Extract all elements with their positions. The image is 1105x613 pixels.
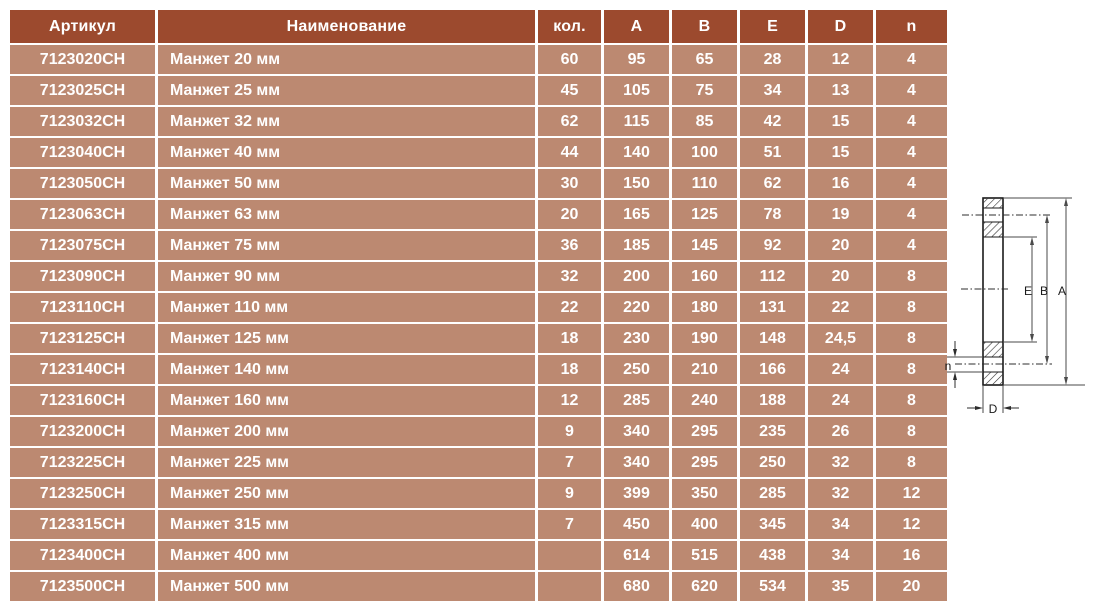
cell-e: 62 [740,169,805,198]
table-body [10,45,947,601]
cell-a: 185 [604,231,669,260]
column-header-d: D [808,10,873,43]
column-header-e: E [740,10,805,43]
cell-b: 160 [672,262,737,291]
cell-b: 75 [672,76,737,105]
cell-a: 250 [604,355,669,384]
cell-b: 110 [672,169,737,198]
table-row [10,355,947,384]
flange-cross-section-diagram [935,180,1105,425]
cell-name: Манжет 90 мм [158,262,535,291]
cell-b: 295 [672,417,737,446]
cell-e: 92 [740,231,805,260]
cell-e: 78 [740,200,805,229]
cell-e: 148 [740,324,805,353]
cell-n: 8 [876,417,947,446]
cell-article: 7123063CH [10,200,155,229]
cell-d: 16 [808,169,873,198]
cell-article: 7123315CH [10,510,155,539]
cell-d: 26 [808,417,873,446]
cell-article: 7123075CH [10,231,155,260]
cell-d: 19 [808,200,873,229]
table-row [10,107,947,136]
cell-n: 12 [876,510,947,539]
cell-name: Манжет 160 мм [158,386,535,415]
column-header-a: A [604,10,669,43]
cell-a: 285 [604,386,669,415]
cell-name: Манжет 25 мм [158,76,535,105]
cell-e: 166 [740,355,805,384]
cell-d: 34 [808,541,873,570]
cell-qty: 36 [538,231,601,260]
cell-n: 8 [876,293,947,322]
cell-e: 534 [740,572,805,601]
cell-qty: 44 [538,138,601,167]
table-row [10,510,947,539]
cell-d: 15 [808,107,873,136]
cell-qty: 30 [538,169,601,198]
cell-d: 34 [808,510,873,539]
cell-article: 7123500CH [10,572,155,601]
cell-article: 7123032CH [10,107,155,136]
column-header-name: Наименование [158,10,535,43]
cell-d: 22 [808,293,873,322]
cell-b: 240 [672,386,737,415]
table-row [10,231,947,260]
cell-name: Манжет 40 мм [158,138,535,167]
cell-name: Манжет 225 мм [158,448,535,477]
cell-d: 24 [808,386,873,415]
cell-article: 7123090CH [10,262,155,291]
cell-a: 150 [604,169,669,198]
cell-name: Манжет 50 мм [158,169,535,198]
cell-b: 85 [672,107,737,136]
cell-qty: 12 [538,386,601,415]
cell-b: 400 [672,510,737,539]
column-header-qty: кол. [538,10,601,43]
cell-e: 42 [740,107,805,136]
table-row [10,448,947,477]
table-row [10,262,947,291]
cell-b: 100 [672,138,737,167]
cell-name: Манжет 500 мм [158,572,535,601]
cell-n: 12 [876,479,947,508]
cell-a: 200 [604,262,669,291]
cell-n: 8 [876,355,947,384]
table-row [10,386,947,415]
table-row [10,572,947,601]
cell-n: 16 [876,541,947,570]
cell-e: 131 [740,293,805,322]
cell-n: 4 [876,45,947,74]
dimension-a-label: A [1057,284,1067,298]
cell-n: 8 [876,448,947,477]
cell-d: 20 [808,262,873,291]
cell-d: 13 [808,76,873,105]
table-row [10,200,947,229]
table-row [10,324,947,353]
cell-a: 340 [604,417,669,446]
cell-qty [538,572,601,601]
cell-e: 188 [740,386,805,415]
cell-d: 24,5 [808,324,873,353]
cell-b: 350 [672,479,737,508]
cell-b: 65 [672,45,737,74]
cell-d: 12 [808,45,873,74]
cell-d: 15 [808,138,873,167]
cell-qty: 7 [538,448,601,477]
cell-a: 230 [604,324,669,353]
cell-article: 7123160CH [10,386,155,415]
cell-n: 20 [876,572,947,601]
cell-e: 438 [740,541,805,570]
cell-d: 20 [808,231,873,260]
cell-a: 165 [604,200,669,229]
cell-qty: 7 [538,510,601,539]
cell-b: 190 [672,324,737,353]
cell-name: Манжет 110 мм [158,293,535,322]
cell-qty: 18 [538,324,601,353]
cell-a: 680 [604,572,669,601]
cell-a: 450 [604,510,669,539]
cell-name: Манжет 125 мм [158,324,535,353]
cell-n: 4 [876,169,947,198]
cell-a: 105 [604,76,669,105]
cell-d: 24 [808,355,873,384]
hatch-top-outer [984,199,1002,208]
cell-qty: 45 [538,76,601,105]
cell-article: 7123250CH [10,479,155,508]
cell-article: 7123025CH [10,76,155,105]
cell-n: 8 [876,262,947,291]
hatch-bottom-inner [984,342,1002,357]
dimension-d-label: D [988,402,998,416]
cell-qty: 60 [538,45,601,74]
cell-n: 8 [876,324,947,353]
cell-e: 112 [740,262,805,291]
cell-e: 345 [740,510,805,539]
cell-a: 340 [604,448,669,477]
cell-article: 7123125CH [10,324,155,353]
cell-a: 115 [604,107,669,136]
cell-e: 250 [740,448,805,477]
cell-article: 7123140CH [10,355,155,384]
cell-b: 295 [672,448,737,477]
cell-name: Манжет 75 мм [158,231,535,260]
cell-a: 220 [604,293,669,322]
product-spec-table [7,8,950,603]
cell-article: 7123225CH [10,448,155,477]
cell-name: Манжет 200 мм [158,417,535,446]
cell-n: 4 [876,231,947,260]
cell-article: 7123110CH [10,293,155,322]
cell-article: 7123400CH [10,541,155,570]
table-row [10,417,947,446]
cell-e: 51 [740,138,805,167]
cell-e: 28 [740,45,805,74]
flange-plate [983,198,1003,385]
cell-n: 4 [876,76,947,105]
cell-a: 95 [604,45,669,74]
cell-a: 140 [604,138,669,167]
cell-qty: 9 [538,417,601,446]
cell-article: 7123200CH [10,417,155,446]
table-row [10,76,947,105]
table-row [10,169,947,198]
cell-qty: 32 [538,262,601,291]
column-header-b: B [672,10,737,43]
column-header-article: Артикул [10,10,155,43]
cell-n: 8 [876,386,947,415]
column-header-n: n [876,10,947,43]
cell-name: Манжет 63 мм [158,200,535,229]
cell-qty: 18 [538,355,601,384]
cell-b: 145 [672,231,737,260]
cell-name: Манжет 20 мм [158,45,535,74]
cell-article: 7123020CH [10,45,155,74]
cell-b: 125 [672,200,737,229]
cell-e: 235 [740,417,805,446]
extension-lines [944,198,1085,413]
cell-n: 4 [876,138,947,167]
cell-b: 180 [672,293,737,322]
cell-b: 620 [672,572,737,601]
cell-qty [538,541,601,570]
cell-d: 32 [808,448,873,477]
cell-name: Манжет 32 мм [158,107,535,136]
hatch-top-inner [984,222,1002,237]
cell-a: 399 [604,479,669,508]
cell-qty: 22 [538,293,601,322]
cell-qty: 62 [538,107,601,136]
table-row [10,479,947,508]
cell-b: 515 [672,541,737,570]
cell-name: Манжет 400 мм [158,541,535,570]
cell-article: 7123050CH [10,169,155,198]
dimension-e-label: E [1023,284,1033,298]
table-row [10,45,947,74]
cell-qty: 20 [538,200,601,229]
table-row [10,138,947,167]
cell-n: 4 [876,107,947,136]
cell-name: Манжет 140 мм [158,355,535,384]
cell-b: 210 [672,355,737,384]
cell-d: 35 [808,572,873,601]
cell-name: Манжет 315 мм [158,510,535,539]
table-row [10,293,947,322]
cell-e: 34 [740,76,805,105]
dimension-b-label: B [1039,284,1049,298]
cell-e: 285 [740,479,805,508]
table-row [10,541,947,570]
dimension-n-label: n [944,359,952,373]
cell-name: Манжет 250 мм [158,479,535,508]
table-header-row [10,10,947,43]
cell-a: 614 [604,541,669,570]
cell-d: 32 [808,479,873,508]
hatch-bottom-outer [984,372,1002,384]
cell-n: 4 [876,200,947,229]
cell-qty: 9 [538,479,601,508]
cell-article: 7123040CH [10,138,155,167]
